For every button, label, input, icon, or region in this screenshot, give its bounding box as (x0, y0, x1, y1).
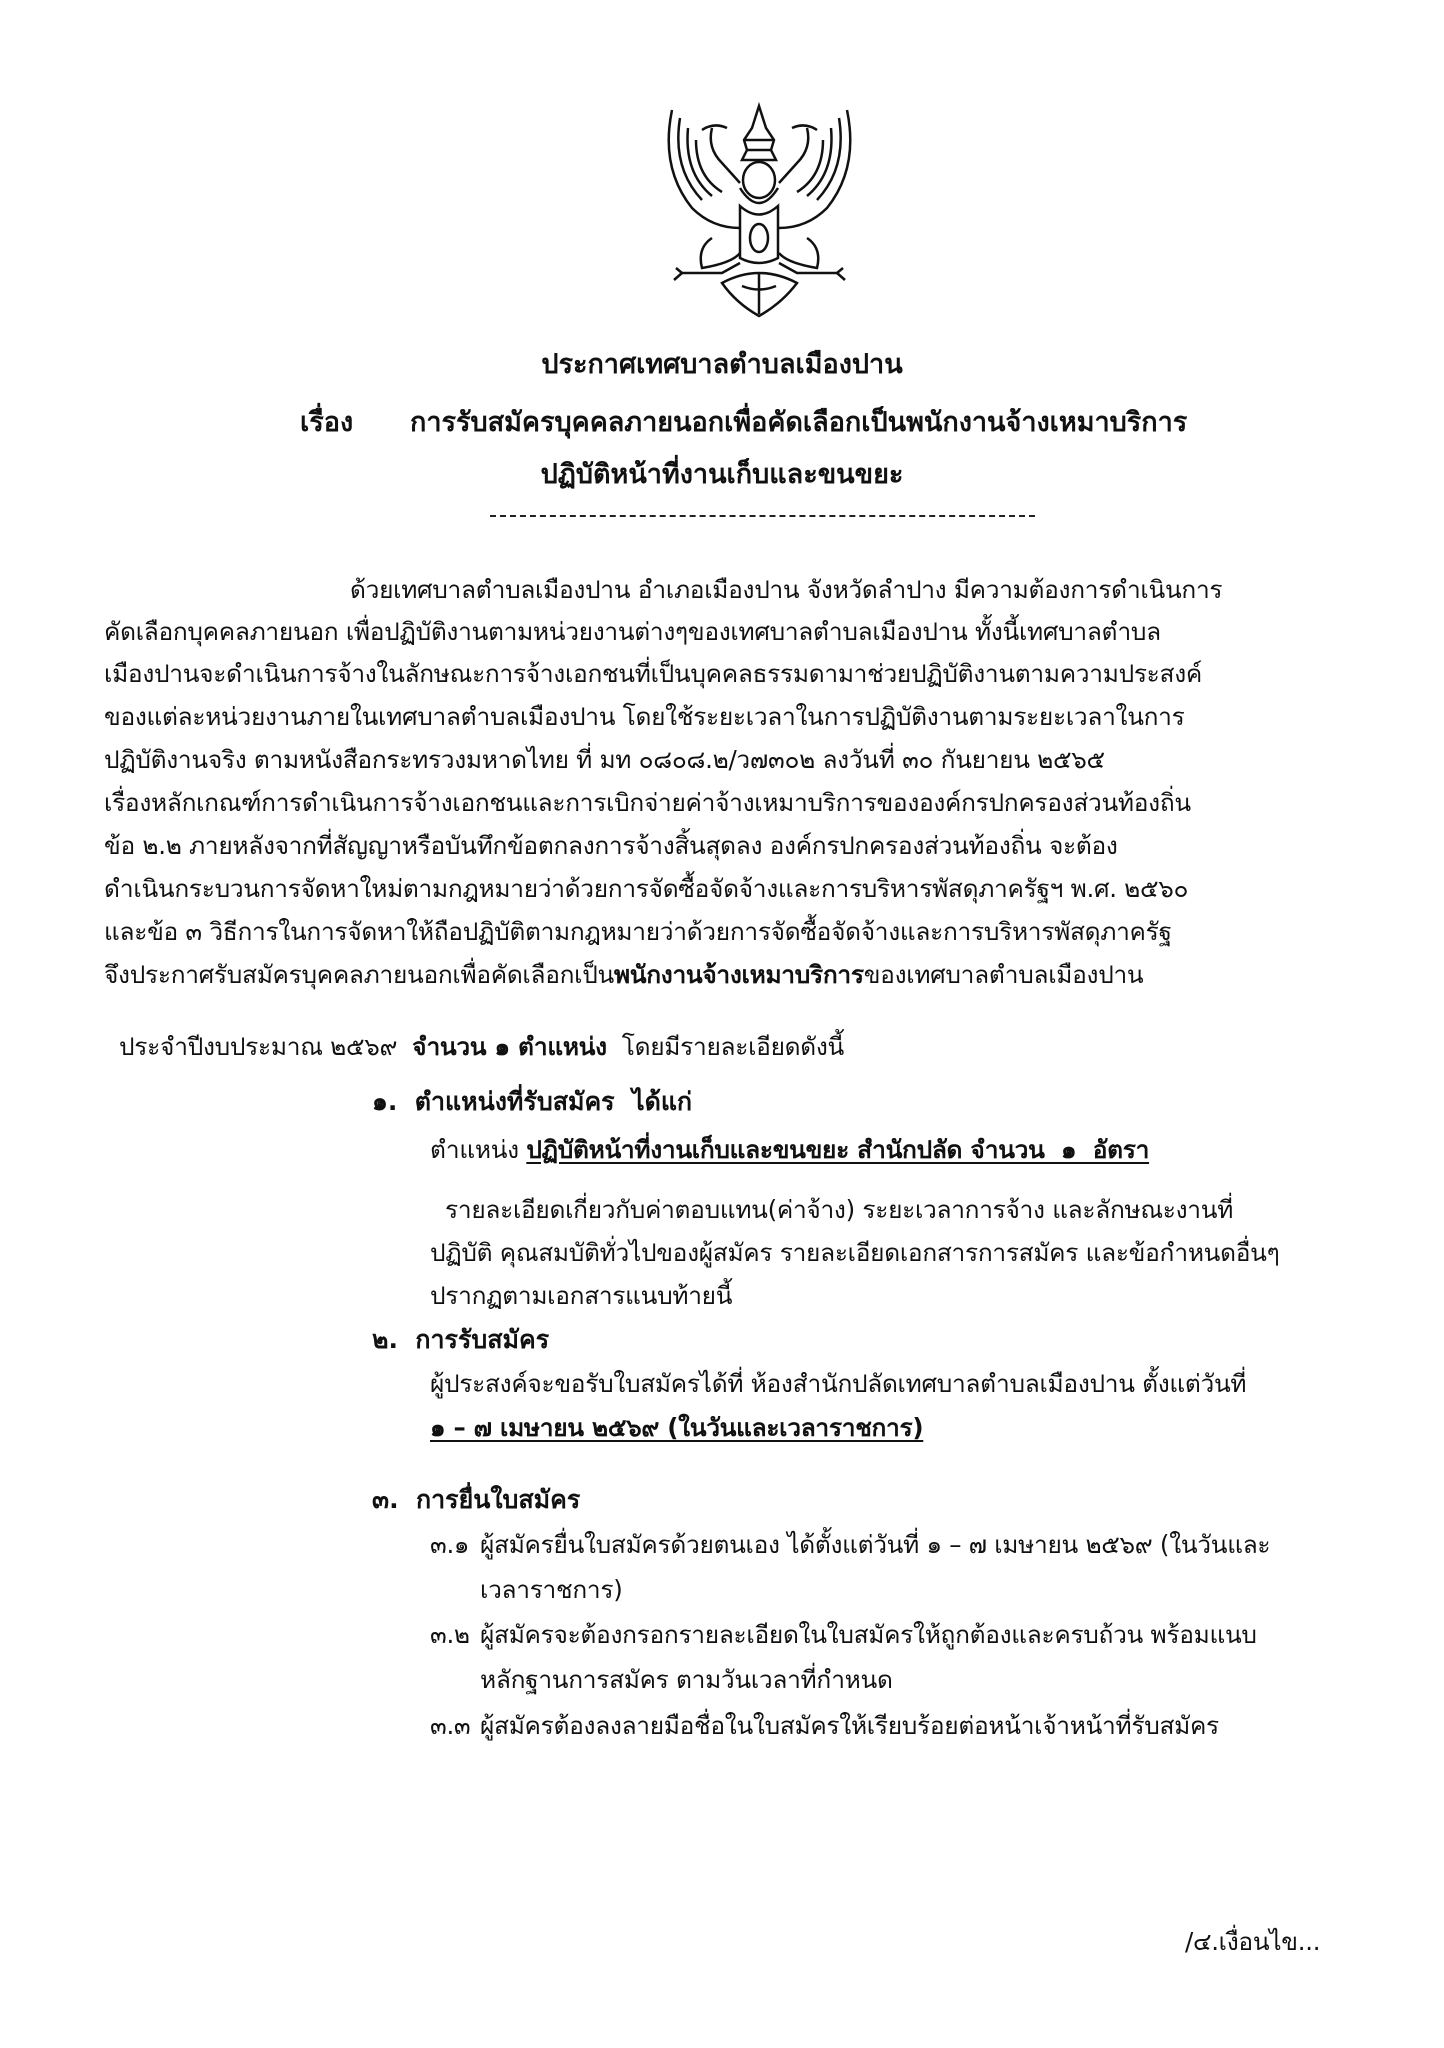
section-3-item-3-line-1: ผู้สมัครต้องลงลายมือชื่อในใบสมัครให้เรียบร้อยต่อหน้าเจ้าหน้าที่รับสมัคร (480, 1711, 1219, 1740)
intro-line-7: ข้อ ๒.๒ ภายหลังจากที่สัญญาหรือบันทึกข้อตกลงการจ้างสิ้นสุดลง องค์กรปกครองส่วนท้องถิ่น จะต้อง (104, 831, 1118, 860)
section-1-heading: ๑. ตำแหน่งที่รับสมัคร ได้แก่ (372, 1087, 693, 1116)
position-value: ปฏิบัติหน้าที่งานเก็บและขนขยะ สำนักปลัด จำนวน ๑ อัตรา (526, 1135, 1150, 1164)
section-2-date: ๑ – ๗ เมษายน ๒๕๖๙ (ในวันและเวลาราชการ) (430, 1413, 924, 1442)
intro-line-5: ปฏิบัติงานจริง ตามหนังสือกระทรวงมหาดไทย ที่ มท ๐๘๐๘.๒/ว๗๓๐๒ ลงวันที่ ๓๐ กันยายน ๒๕๖๕ (104, 745, 1105, 774)
intro-line-11-bold: จำนวน ๑ ตำแหน่ง (412, 1032, 607, 1061)
section-3-heading: ๓. การยื่นใบสมัคร (372, 1485, 581, 1514)
section-1-detail-1: รายละเอียดเกี่ยวกับค่าตอบแทน(ค่าจ้าง) ระยะเวลาการจ้าง และลักษณะงานที่ (445, 1195, 1234, 1224)
intro-line-2: คัดเลือกบุคคลภายนอก เพื่อปฏิบัติงานตามหน่วยงานต่างๆของเทศบาลตำบลเมืองปาน ทั้งนี้เทศบาลตำบล (104, 617, 1161, 646)
section-1-detail-2: ปฏิบัติ คุณสมบัติทั่วไปของผู้สมัคร รายละเอียดเอกสารการสมัคร และข้อกำหนดอื่นๆ (430, 1238, 1280, 1267)
section-2-text: ผู้ประสงค์จะขอรับใบสมัครได้ที่ ห้องสำนักปลัดเทศบาลตำบลเมืองปาน ตั้งแต่วันที่ (430, 1369, 1247, 1398)
intro-line-8: ดำเนินกระบวนการจัดหาใหม่ตามกฎหมายว่าด้วยการจัดซื้อจัดจ้างและการบริหารพัสดุภาครัฐฯ พ.ศ. ๒๕๖๐ (104, 874, 1189, 903)
section-3-item-1-num: ๓.๑ (430, 1530, 470, 1559)
subject-line-1: การรับสมัครบุคคลภายนอกเพื่อคัดเลือกเป็นพนักงานจ้างเหมาบริการ (410, 407, 1188, 438)
intro-line-9: และข้อ ๓ วิธีการในการจัดหาให้ถือปฏิบัติตามกฎหมายว่าด้วยการจัดซื้อจัดจ้างและการบริหารพัสดุภาครัฐ (104, 917, 1172, 946)
intro-line-10-bold: พนักงานจ้างเหมาบริการ (613, 960, 864, 989)
document-title: ประกาศเทศบาลตำบลเมืองปาน (541, 349, 903, 380)
position-row (430, 1130, 1149, 1169)
intro-line-3: เมืองปานจะดำเนินการจ้างในลักษณะการจ้างเอกชนที่เป็นบุคคลธรรมดามาช่วยปฏิบัติงานตามความประสงค์ (104, 659, 1202, 688)
intro-line-6: เรื่องหลักเกณฑ์การดำเนินการจ้างเอกชนและการเบิกจ่ายค่าจ้างเหมาบริการขององค์กรปกครองส่วนท้องถิ่น (104, 788, 1191, 817)
intro-line-1: ด้วยเทศบาลตำบลเมืองปาน อำเภอเมืองปาน จังหวัดลำปาง มีความต้องการดำเนินการ (350, 575, 1223, 604)
intro-line-11 (104, 998, 844, 1066)
intro-line-10-post: ของเทศบาลตำบลเมืองปาน (863, 960, 1144, 989)
section-3-item-1-line-2: เวลาราชการ) (480, 1575, 623, 1604)
intro-line-10-pre: จึงประกาศรับสมัครบุคคลภายนอกเพื่อคัดเลือกเป็น (104, 960, 614, 989)
intro-line-11-post: โดยมีรายละเอียดดังนี้ (606, 1032, 844, 1061)
section-3-item-2-line-2: หลักฐานการสมัคร ตามวันเวลาที่กำหนด (480, 1665, 893, 1694)
subject-line-2: ปฏิบัติหน้าที่งานเก็บและขนขยะ (540, 459, 904, 490)
subject-label: เรื่อง (300, 407, 354, 438)
section-2-heading: ๒. การรับสมัคร (372, 1325, 550, 1354)
section-3-item-2-line-1: ผู้สมัครจะต้องกรอกรายละเอียดในใบสมัครให้ถูกต้องและครบถ้วน พร้อมแนบ (480, 1620, 1257, 1649)
intro-line-4: ของแต่ละหน่วยงานภายในเทศบาลตำบลเมืองปาน โดยใช้ระยะเวลาในการปฏิบัติงานตามระยะเวลาในการ (104, 702, 1185, 731)
section-1-detail-3: ปรากฏตามเอกสารแนบท้ายนี้ (430, 1281, 733, 1310)
intro-line-11-pre: ประจำปีงบประมาณ ๒๕๖๙ (118, 1032, 413, 1061)
separator-dashed-line (490, 515, 1035, 517)
section-3-item-3-num: ๓.๓ (430, 1711, 471, 1740)
position-label: ตำแหน่ง (430, 1135, 519, 1164)
intro-line-10 (104, 955, 1143, 994)
section-3-item-2-num: ๓.๒ (430, 1620, 470, 1649)
garuda-emblem-icon (652, 88, 867, 318)
continuation-marker: /๔.เงื่อนไข... (1185, 1927, 1321, 1956)
section-3-item-1-line-1: ผู้สมัครยื่นใบสมัครด้วยตนเอง ได้ตั้งแต่วันที่ ๑ – ๗ เมษายน ๒๕๖๙ (ในวันและ (480, 1530, 1271, 1559)
